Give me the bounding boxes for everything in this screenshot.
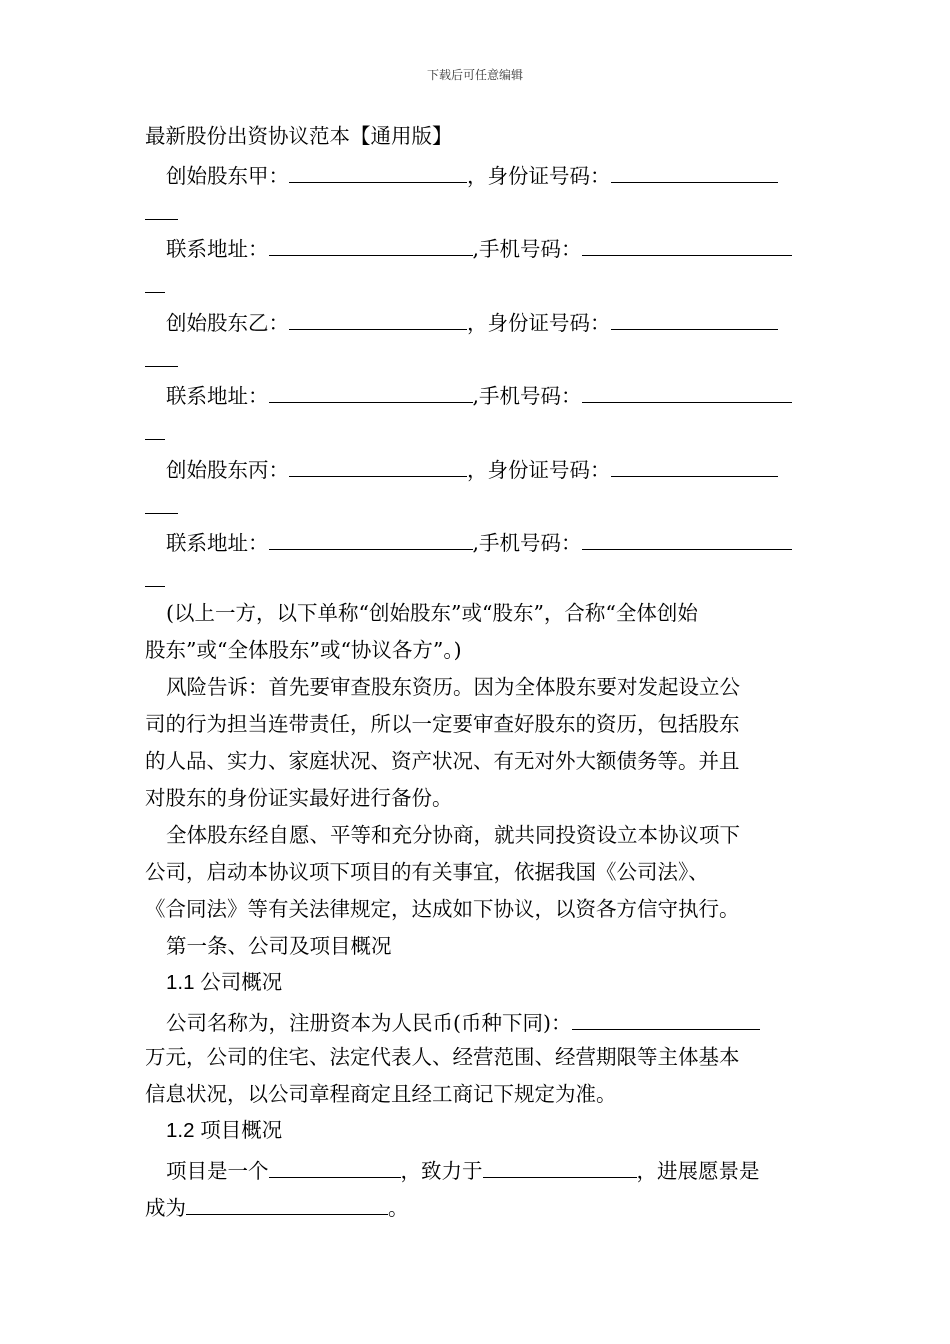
company-paragraph-line: 信息状况，以公司章程商定且经工商记下规定为准。 — [145, 1082, 617, 1106]
shareholder-a-id-field[interactable] — [611, 160, 778, 183]
shareholder-b-id-field[interactable] — [611, 307, 778, 330]
project-paragraph-line — [145, 1192, 805, 1221]
address-label: 联系地址： — [166, 237, 269, 261]
project-paragraph-line — [166, 1155, 806, 1184]
agreement-paragraph-line: 《合同法》等有关法律规定，达成如下协议，以资各方信守执行。 — [145, 897, 740, 921]
shareholder-c-contact-line — [166, 527, 806, 556]
shareholder-a-id-field-tail[interactable] — [145, 197, 178, 220]
project-vision-field[interactable] — [186, 1192, 388, 1215]
shareholder-b-id-field-tail[interactable] — [145, 344, 178, 367]
registered-capital-field[interactable] — [572, 1007, 760, 1030]
shareholder-a-name-field[interactable] — [289, 160, 467, 183]
download-note: 下载后可任意编辑 — [426, 68, 523, 82]
risk-paragraph-line: 对股东的身份证实最好进行备份。 — [145, 786, 453, 810]
shareholder-c-id-field[interactable] — [611, 454, 778, 477]
project-text: ，致力于 — [400, 1159, 483, 1183]
shareholder-b-phone-field[interactable] — [582, 380, 792, 403]
risk-paragraph-line: 风险告诉：首先要审查股东资历。因为全体股东要对发起设立公 — [166, 675, 740, 699]
shareholder-a-phone-field-tail[interactable] — [145, 270, 165, 293]
shareholder-b-address-field[interactable] — [269, 380, 473, 403]
company-paragraph-line — [166, 1007, 806, 1036]
shareholder-a-contact-line — [166, 233, 806, 262]
company-paragraph-text: 公司名称为，注册资本为人民币(币种下同)： — [166, 1011, 572, 1035]
agreement-paragraph-line: 全体股东经自愿、平等和充分协商，就共同投资设立本协议项下 — [166, 823, 740, 847]
risk-paragraph-line: 的人品、实力、家庭状况、资产状况、有无对外大额债务等。并且 — [145, 749, 740, 773]
project-text: ，进展愿景是 — [636, 1159, 760, 1183]
shareholder-c-phone-field-tail[interactable] — [145, 564, 165, 587]
shareholder-b-contact-line — [166, 380, 806, 409]
id-label: ，身份证号码： — [467, 164, 611, 188]
shareholder-b-name-field[interactable] — [289, 307, 467, 330]
shareholder-a-address-field[interactable] — [269, 233, 473, 256]
id-label: ，身份证号码： — [467, 458, 611, 482]
project-focus-field[interactable] — [483, 1155, 637, 1178]
section-1-2-heading: 1.2 项目概况 — [166, 1119, 283, 1142]
project-text: 。 — [388, 1196, 409, 1220]
project-text: 项目是一个 — [166, 1159, 269, 1183]
shareholder-c-address-field[interactable] — [269, 527, 473, 550]
phone-label: ,手机号码： — [472, 384, 582, 408]
parties-paragraph-line: 股东”或“全体股东”或“协议各方”。) — [145, 638, 462, 662]
shareholder-a-line — [166, 160, 806, 189]
address-label: 联系地址： — [166, 531, 269, 555]
shareholder-c-line — [166, 454, 806, 483]
shareholder-c-phone-field[interactable] — [582, 527, 792, 550]
article-1-heading: 第一条、公司及项目概况 — [166, 934, 392, 958]
shareholder-a-phone-field[interactable] — [582, 233, 792, 256]
shareholder-b-label: 创始股东乙： — [166, 311, 289, 335]
address-label: 联系地址： — [166, 384, 269, 408]
shareholder-b-phone-field-tail[interactable] — [145, 417, 165, 440]
shareholder-c-label: 创始股东丙： — [166, 458, 289, 482]
phone-label: ,手机号码： — [472, 531, 582, 555]
agreement-paragraph-line: 公司，启动本协议项下项目的有关事宜，依据我国《公司法》、 — [145, 860, 709, 884]
parties-paragraph-line: (以上一方，以下单称“创始股东”或“股东”，合称“全体创始 — [166, 601, 698, 625]
shareholder-c-name-field[interactable] — [289, 454, 467, 477]
shareholder-a-label: 创始股东甲： — [166, 164, 289, 188]
shareholder-b-line — [166, 307, 806, 336]
document-title: 最新股份出资协议范本【通用版】 — [145, 124, 453, 148]
risk-paragraph-line: 司的行为担当连带责任，所以一定要审查好股东的资历，包括股东 — [145, 712, 740, 736]
section-1-1-heading: 1.1 公司概况 — [166, 971, 283, 994]
project-text: 成为 — [145, 1196, 186, 1220]
id-label: ，身份证号码： — [467, 311, 611, 335]
phone-label: ,手机号码： — [472, 237, 582, 261]
company-paragraph-line: 万元，公司的住宅、法定代表人、经营范围、经营期限等主体基本 — [145, 1045, 740, 1069]
shareholder-c-id-field-tail[interactable] — [145, 491, 178, 514]
project-type-field[interactable] — [269, 1155, 401, 1178]
